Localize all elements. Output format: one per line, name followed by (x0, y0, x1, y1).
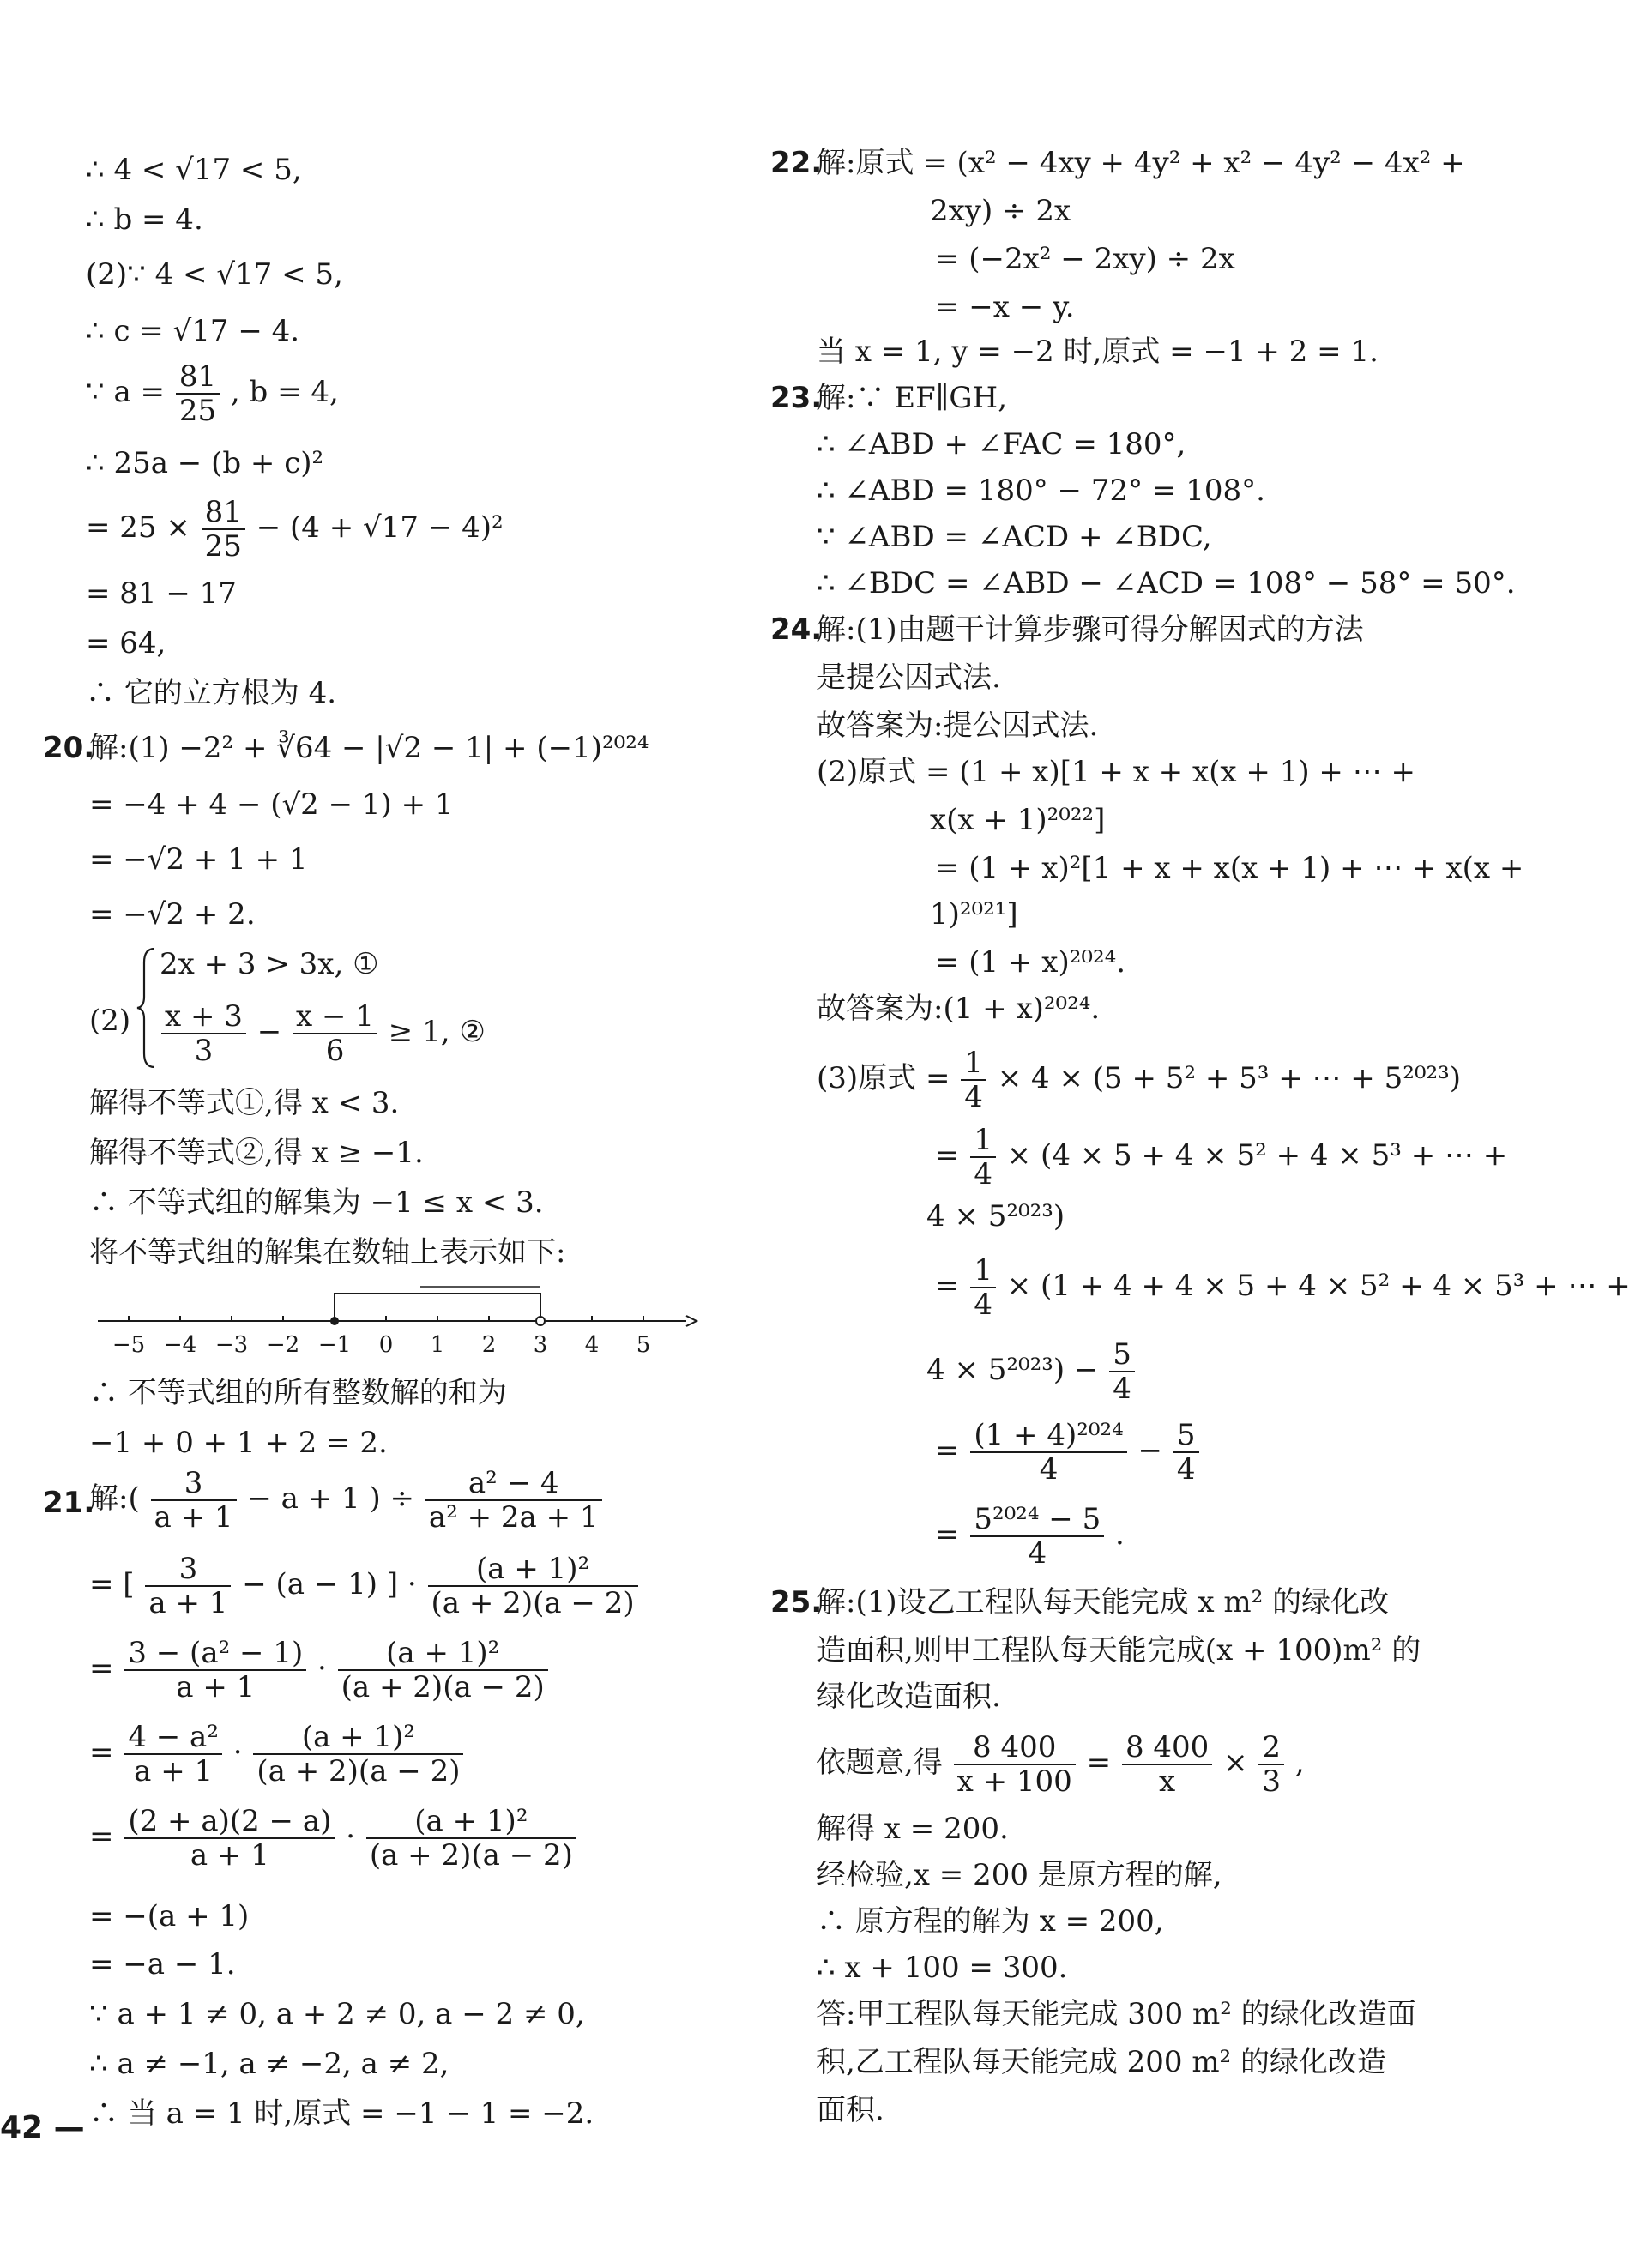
arrow-icon (686, 1316, 697, 1326)
text-line: 将不等式组的解集在数轴上表示如下: (89, 1235, 566, 1270)
text-line: 绿化改造面积. (817, 1680, 1001, 1714)
inequality-1: 2x + 3 > 3x, ① (160, 947, 379, 981)
fraction (145, 1553, 231, 1620)
fraction (425, 1467, 602, 1534)
equation-line (86, 496, 504, 563)
fraction (1122, 1731, 1212, 1798)
denominator: 4 (974, 1157, 992, 1191)
text-line: −1 + 0 + 1 + 2 = 2. (89, 1426, 388, 1460)
denominator: 3 (1262, 1764, 1282, 1799)
equation-line (935, 1503, 1125, 1570)
fraction (366, 1805, 576, 1872)
text-line: ∴ a ≠ −1, a ≠ −2, a ≠ 2, (89, 2047, 449, 2081)
text-line: ∴ 当 a = 1 时,原式 = −1 − 1 = −2. (89, 2096, 594, 2131)
times: × (1223, 1746, 1248, 1780)
denominator: x + 100 (956, 1764, 1072, 1799)
text: 4 × 5²⁰²³) − (926, 1353, 1099, 1387)
text-line: ∴ ∠ABD = 180° − 72° = 108°. (817, 474, 1265, 508)
text: = (935, 1138, 960, 1173)
text-line: 故答案为:提公因式法. (817, 709, 1099, 743)
text-line: ∴ x + 100 = 300. (817, 1951, 1068, 1985)
numerator: a² − 4 (425, 1467, 602, 1501)
text-line: (2)原式 = (1 + x)[1 + x + x(x + 1) + ⋯ + (817, 755, 1415, 789)
fraction (1109, 1338, 1135, 1405)
part-label: (2) (89, 1004, 131, 1038)
text-line: 解:(1)设乙工程队每天能完成 x m² 的绿化改 (817, 1585, 1390, 1620)
axis-tick-label: 1 (430, 1332, 445, 1358)
text-line: 造面积,则甲工程队每天能完成(x + 100)m² 的 (817, 1633, 1421, 1668)
equation-line (935, 1124, 1507, 1191)
numerator: 5²⁰²⁴ − 5 (970, 1503, 1104, 1537)
axis-tick-label: 2 (481, 1332, 497, 1358)
text-line: ∴ 不等式组的解集为 −1 ≤ x < 3. (89, 1185, 544, 1220)
text-line: 解:(1)由题干计算步骤可得分解因式的方法 (817, 612, 1364, 647)
number-line (86, 1276, 703, 1362)
closed-endpoint (330, 1317, 339, 1325)
numerator: 8 400 (954, 1731, 1076, 1765)
fraction (124, 1637, 306, 1704)
fraction (970, 1503, 1104, 1570)
question-number: 20. (43, 731, 95, 765)
equals: = (935, 1433, 960, 1468)
numerator: (a + 1)² (338, 1637, 548, 1671)
fraction (202, 496, 245, 563)
denominator: a² + 2a + 1 (428, 1500, 599, 1535)
text-line: ∴ 25a − (b + c)² (86, 446, 324, 480)
denominator: 4 (964, 1080, 983, 1114)
fraction (151, 1467, 237, 1534)
numerator: 1 (961, 1047, 986, 1081)
text-line: 解:原式 = (x² − 4xy + 4y² + x² − 4y² − 4x² + (817, 146, 1465, 180)
text-line: 是提公因式法. (817, 660, 1001, 695)
text-line: ∴ 4 < √17 < 5, (86, 153, 302, 187)
text-line: 故答案为:(1 + x)²⁰²⁴. (817, 992, 1101, 1026)
text: − (a − 1) ] · (242, 1567, 417, 1601)
equals: = (935, 1269, 960, 1303)
equals: = (89, 1735, 114, 1770)
denominator: a + 1 (154, 1500, 233, 1535)
text-line: 面积. (817, 2093, 884, 2127)
numerator: (1 + 4)²⁰²⁴ (970, 1419, 1126, 1453)
text: × (4 × 5 + 4 × 5² + 4 × 5³ + ⋯ + (1006, 1138, 1508, 1173)
text: × (1 + 4 + 4 × 5 + 4 × 5² + 4 × 5³ + ⋯ + (1006, 1269, 1631, 1303)
text: × 4 × (5 + 5² + 5³ + ⋯ + 5²⁰²³) (997, 1061, 1462, 1095)
numerator: (a + 1)² (428, 1553, 638, 1587)
axis-tick-label: −4 (163, 1332, 197, 1358)
denominator: 4 (974, 1288, 992, 1322)
text-line: 积,乙工程队每天能完成 200 m² 的绿化改造 (817, 2045, 1386, 2079)
fraction (970, 1124, 996, 1191)
denominator: 4 (1039, 1452, 1059, 1487)
fraction (293, 1000, 377, 1067)
equation-line (89, 1553, 640, 1620)
question-number: 23. (770, 381, 823, 415)
numerator: 1 (970, 1124, 996, 1158)
text-line: 解得 x = 200. (817, 1812, 1009, 1846)
numerator: 5 (1109, 1338, 1135, 1372)
minus: − (256, 1015, 282, 1049)
equation-line (89, 1721, 465, 1788)
denominator: a + 1 (190, 1838, 269, 1873)
denominator: 6 (325, 1034, 345, 1068)
text-line: ∴ ∠BDC = ∠ABD − ∠ACD = 108° − 58° = 50°. (817, 566, 1516, 600)
text-line: 4 × 5²⁰²³) (926, 1199, 1065, 1234)
fraction (124, 1721, 222, 1788)
text-line: = −4 + 4 − (√2 − 1) + 1 (89, 787, 454, 822)
axis-tick-label: −3 (214, 1332, 249, 1358)
text-line: 经检验,x = 200 是原方程的解, (817, 1858, 1222, 1892)
denominator: 4 (1113, 1372, 1131, 1406)
numerator: 81 (176, 360, 220, 395)
text-line: ∵ a + 1 ≠ 0, a + 2 ≠ 0, a − 2 ≠ 0, (89, 1997, 585, 2031)
denominator: (a + 2)(a − 2) (431, 1586, 635, 1620)
equals: = (1086, 1746, 1112, 1780)
numerator: 4 − a² (124, 1721, 222, 1755)
text-line: 当 x = 1, y = −2 时,原式 = −1 + 2 = 1. (817, 335, 1379, 369)
denominator: 25 (178, 394, 217, 428)
equation-line (926, 1338, 1137, 1405)
text-line: = −√2 + 2. (89, 897, 256, 932)
text: 解:( (89, 1481, 140, 1516)
axis-tick-label: 0 (378, 1332, 394, 1358)
text-line: 解得不等式②,得 x ≥ −1. (89, 1136, 424, 1170)
text-line: ∴ 不等式组的所有整数解的和为 (89, 1376, 507, 1410)
text-line: ∴ c = √17 − 4. (86, 314, 300, 348)
numerator: 3 (151, 1467, 237, 1501)
text-line: 答:甲工程队每天能完成 300 m² 的绿化改造面 (817, 1997, 1416, 2031)
equation-line (817, 1731, 1305, 1798)
text-line: = −a − 1. (89, 1947, 236, 1981)
period: . (1115, 1517, 1125, 1552)
equation-line (935, 1254, 1631, 1321)
fraction (954, 1731, 1076, 1798)
fraction (428, 1553, 638, 1620)
fraction (253, 1721, 463, 1788)
text-line: ∴ b = 4. (86, 202, 203, 237)
fraction (1258, 1731, 1284, 1798)
text-line: ∴ 它的立方根为 4. (86, 676, 337, 710)
fraction (338, 1637, 548, 1704)
denominator: 4 (1028, 1536, 1047, 1571)
numerator: 5 (1173, 1419, 1199, 1453)
text: ∵ a = (86, 375, 166, 409)
dot: · (232, 1735, 243, 1770)
dot: · (346, 1819, 356, 1854)
axis-tick-label: −5 (112, 1332, 146, 1358)
dot: · (317, 1651, 327, 1686)
text-line: = (1 + x)²⁰²⁴. (935, 945, 1126, 980)
text-line: ∴ ∠ABD + ∠FAC = 180°, (817, 427, 1186, 461)
question-number: 22. (770, 146, 823, 180)
text-line: x(x + 1)²⁰²²] (930, 803, 1106, 837)
denominator: (a + 2)(a − 2) (256, 1754, 461, 1788)
question-number: 21. (43, 1486, 95, 1520)
inequality-system (89, 944, 518, 1072)
numerator: 1 (970, 1254, 996, 1288)
denominator: x (1159, 1764, 1176, 1799)
axis-tick-label: −2 (266, 1332, 300, 1358)
equation-line (89, 1467, 604, 1534)
text-line: = (−2x² − 2xy) ÷ 2x (935, 242, 1235, 276)
equation-line (89, 1805, 578, 1872)
fraction (161, 1000, 246, 1067)
fraction (124, 1805, 335, 1872)
open-endpoint (536, 1317, 545, 1325)
text-line: 解得不等式①,得 x < 3. (89, 1086, 400, 1120)
denominator: 4 (1176, 1452, 1196, 1487)
text-line: = −x − y. (935, 290, 1075, 324)
numerator: 8 400 (1122, 1731, 1212, 1765)
text-line: 2xy) ÷ 2x (930, 194, 1071, 228)
numerator: 2 (1258, 1731, 1284, 1765)
text: − (4 + √17 − 4)² (256, 510, 504, 545)
denominator: a + 1 (148, 1586, 228, 1620)
denominator: 25 (204, 529, 242, 564)
text-line: = 64, (86, 626, 166, 660)
denominator: (a + 2)(a − 2) (369, 1838, 573, 1873)
text-line: = −(a + 1) (89, 1899, 250, 1933)
denominator: (a + 2)(a − 2) (341, 1670, 545, 1704)
text: = [ (89, 1567, 135, 1601)
equals: = (89, 1819, 114, 1854)
numerator: x + 3 (161, 1000, 246, 1034)
numerator: 81 (202, 496, 245, 530)
inequality-2 (160, 1000, 486, 1067)
axis-tick-label: 3 (533, 1332, 548, 1358)
brace-icon (136, 947, 158, 1069)
page-number: 42 — (0, 2110, 85, 2145)
text-line: ∴ 原方程的解为 x = 200, (817, 1904, 1164, 1939)
equals: = (935, 1517, 960, 1552)
denominator: a + 1 (134, 1754, 214, 1788)
text-line: ∵ ∠ABD = ∠ACD + ∠BDC, (817, 520, 1212, 554)
equation-line (817, 1047, 1461, 1113)
numerator: (a + 1)² (253, 1721, 463, 1755)
equation-line (86, 360, 339, 427)
equation-line (89, 1637, 550, 1704)
fraction (176, 360, 220, 427)
text-line: 1)²⁰²¹] (930, 897, 1018, 932)
text-line: = 81 − 17 (86, 576, 237, 611)
text-line: 解:(1) −2² + ∛64 − |√2 − 1| + (−1)²⁰²⁴ (89, 731, 649, 765)
question-number: 25. (770, 1585, 823, 1620)
text: , b = 4, (230, 375, 339, 409)
numerator: x − 1 (293, 1000, 377, 1034)
text: − (1137, 1433, 1163, 1468)
text: ≥ 1, ② (388, 1015, 486, 1049)
denominator: 3 (194, 1034, 214, 1068)
numerator: (a + 1)² (366, 1805, 576, 1839)
text-line: 解:∵ EF∥GH, (817, 381, 1007, 415)
comma: , (1294, 1746, 1305, 1780)
denominator: a + 1 (176, 1670, 256, 1704)
fraction (970, 1419, 1126, 1486)
equation-line (935, 1419, 1201, 1486)
text-line: = −√2 + 1 + 1 (89, 842, 308, 877)
axis-tick-label: 5 (636, 1332, 651, 1358)
text-line: = (1 + x)²[1 + x + x(x + 1) + ⋯ + x(x + (935, 851, 1524, 885)
fraction (961, 1047, 986, 1113)
axis-tick-label: −1 (317, 1332, 352, 1358)
numerator: 3 (145, 1553, 231, 1587)
text: − a + 1 ) ÷ (247, 1481, 415, 1516)
text-line: (2)∵ 4 < √17 < 5, (86, 257, 343, 292)
text: 依题意,得 (817, 1746, 943, 1780)
axis-tick-label: 4 (584, 1332, 600, 1358)
fraction (970, 1254, 996, 1321)
numerator: (2 + a)(2 − a) (124, 1805, 335, 1839)
numerator: 3 − (a² − 1) (124, 1637, 306, 1671)
fraction (1173, 1419, 1199, 1486)
equals: = (89, 1651, 114, 1686)
question-number: 24. (770, 612, 823, 647)
text: (3)原式 = (817, 1061, 950, 1095)
text: = 25 × (86, 510, 190, 545)
